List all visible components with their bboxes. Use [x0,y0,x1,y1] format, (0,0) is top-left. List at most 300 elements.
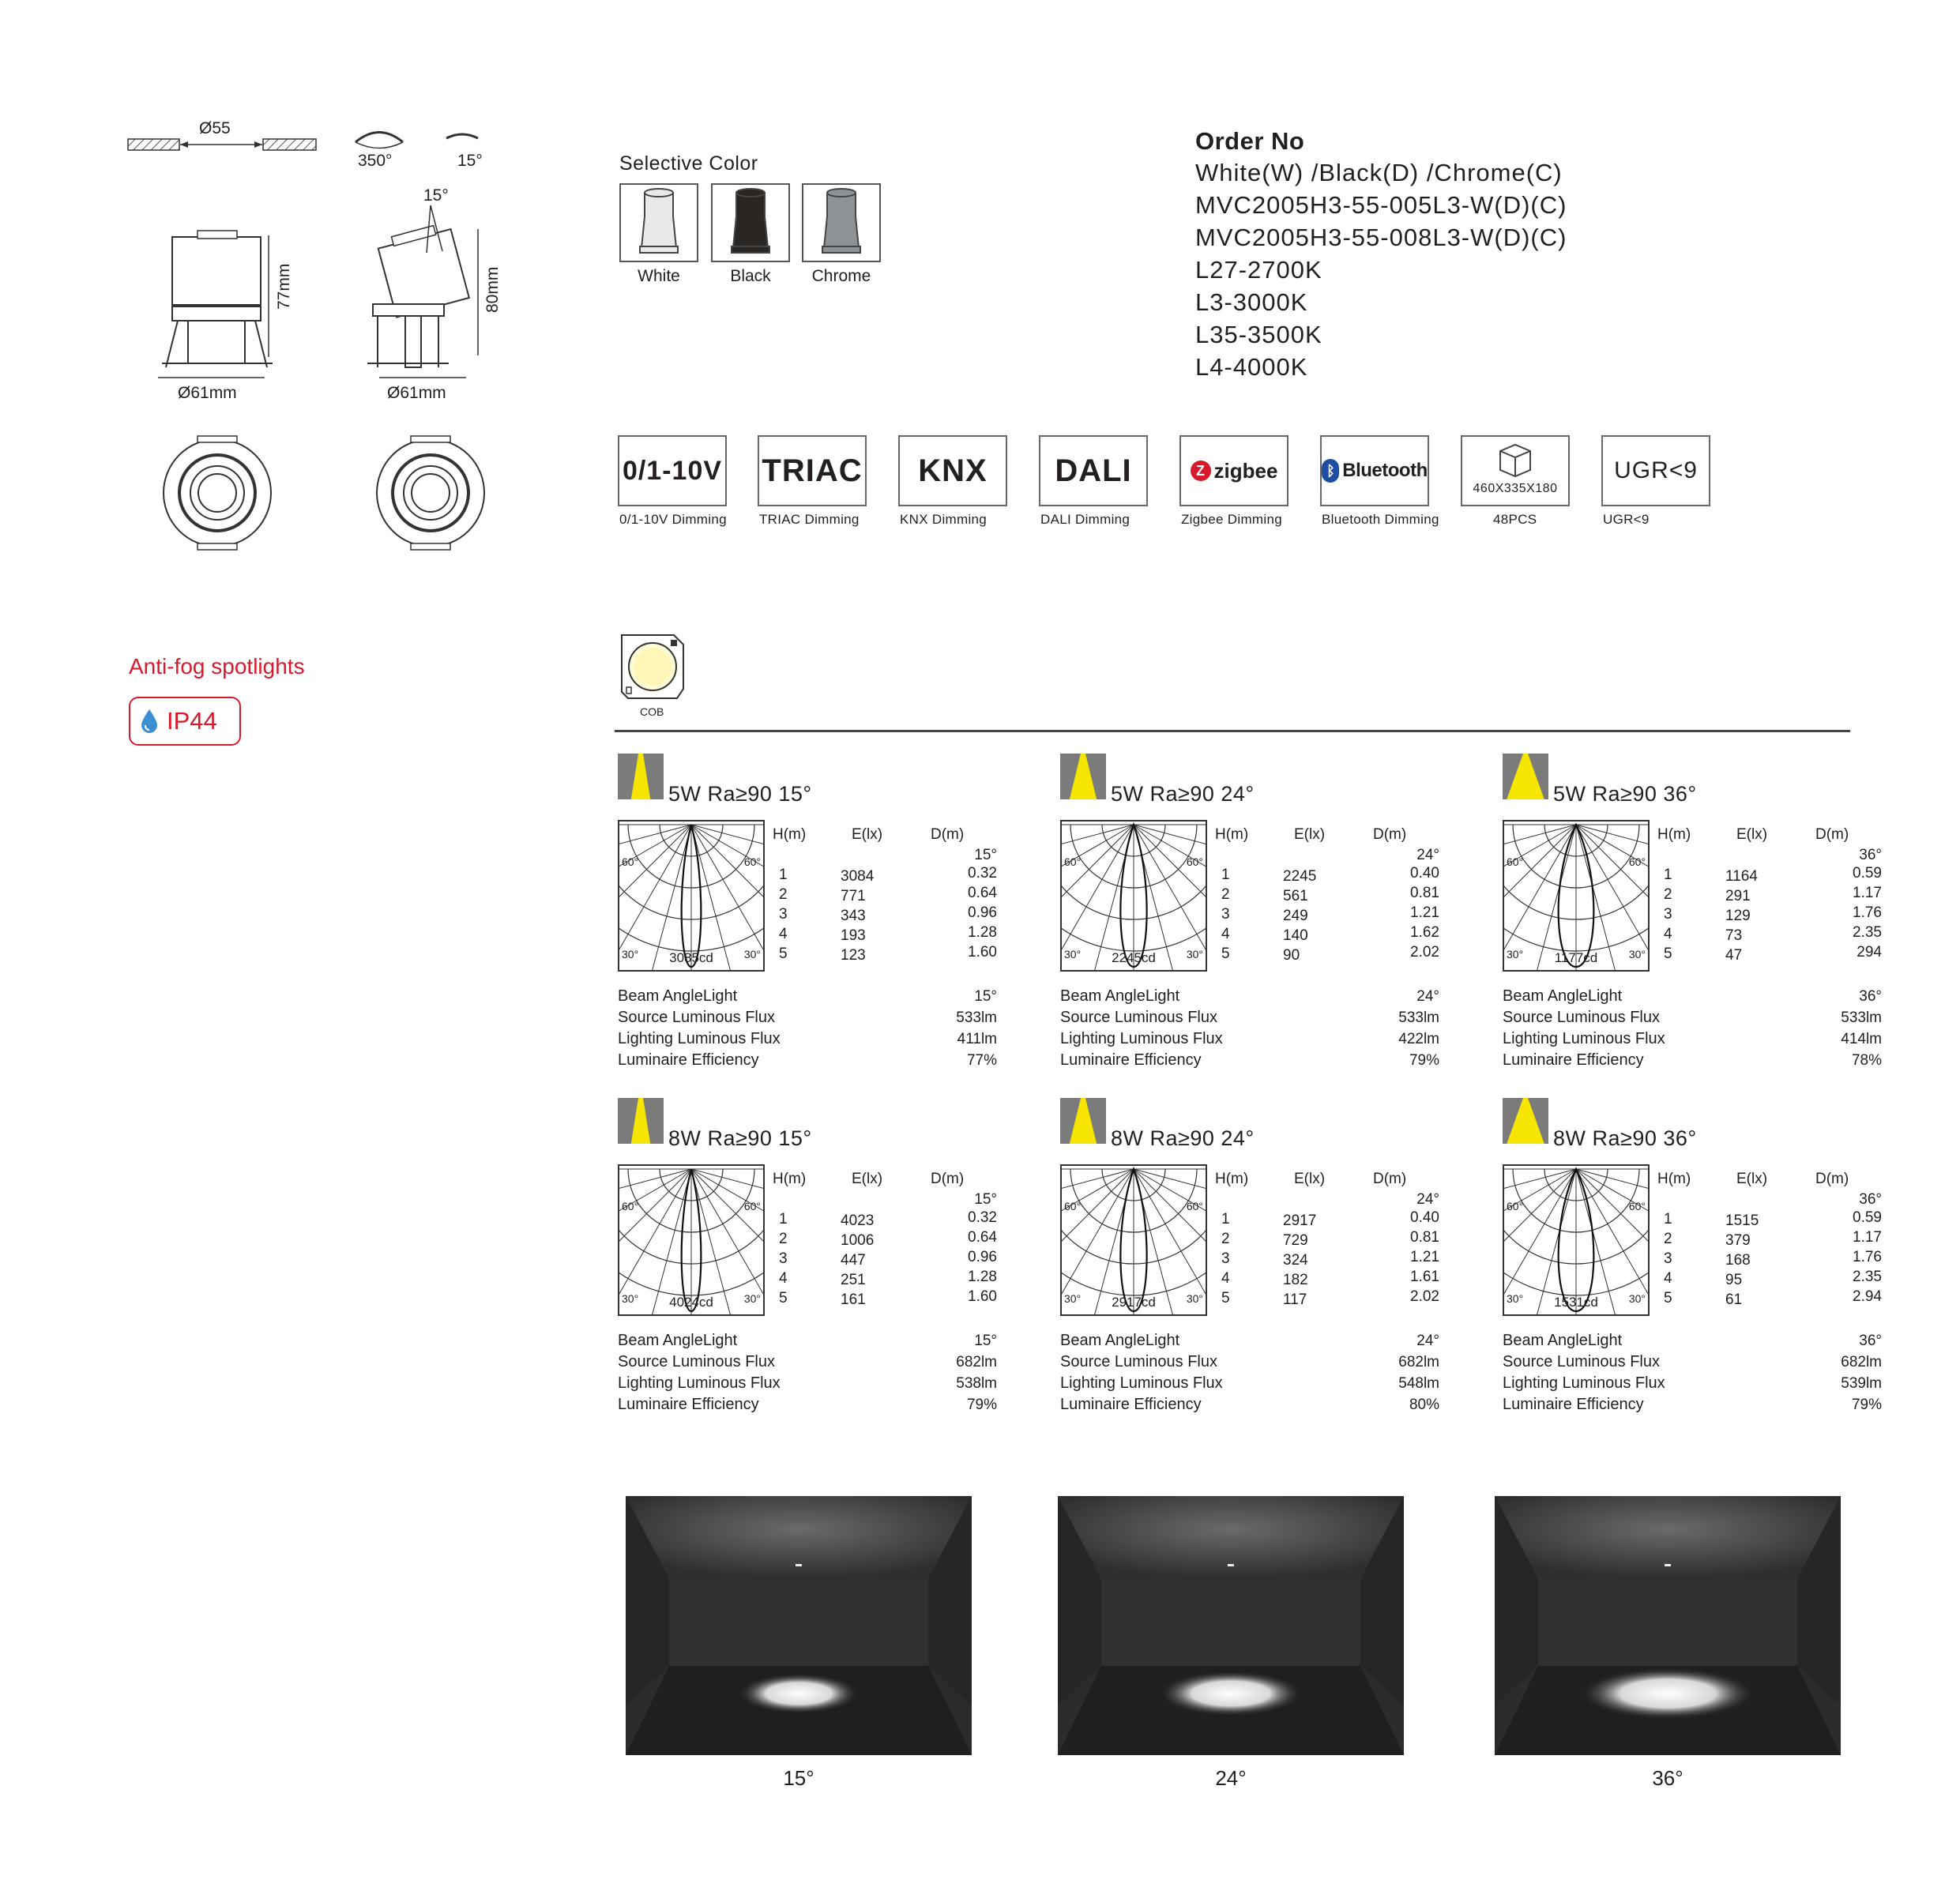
table-cell-height: 1 [1664,1211,1672,1227]
stat-label: Source Luminous Flux [1503,1353,1660,1370]
table-cell-height: 5 [1664,1290,1672,1306]
table-cell-diameter: 0.59 [1853,1209,1882,1226]
stat-label: Luminaire Efficiency [1060,1051,1202,1069]
table-cell-diameter: 0.59 [1853,865,1882,882]
beam-angle-value: 36° [1859,1191,1882,1208]
polar-angle-label: 60° [1628,1200,1646,1212]
table-cell-height: 2 [779,1231,788,1247]
table-cell-diameter: 2.35 [1853,1269,1882,1285]
polar-angle-label: 30° [1186,1292,1203,1305]
table-cell-height: 2 [779,886,788,903]
beam-angle-value: 24° [1416,847,1439,863]
table-cell-illuminance: 161 [841,1291,866,1308]
polar-diagram [618,1164,765,1316]
color-swatch-chrome[interactable] [802,183,881,262]
stat-label: Beam AngleLight [1060,987,1180,1005]
polar-diagram [1503,1164,1650,1316]
table-cell-diameter: 2.35 [1853,924,1882,941]
block-title: 8W Ra≥90 24° [1111,1126,1255,1150]
table-cell-diameter: 2.02 [1410,944,1439,961]
table-header-d: D(m) [1373,826,1407,843]
photometric-block [1503,1098,1945,1414]
stat-label: Beam AngleLight [618,1332,738,1349]
photometric-block [1060,754,1503,1070]
polar-angle-label: 60° [1628,855,1646,868]
color-swatch-white[interactable] [619,183,698,262]
dimming-badge-text: DALI [1055,453,1132,488]
dimming-badge-text: 0/1-10V [622,455,723,486]
beam-render-caption: 15° [783,1766,814,1790]
beam-cone [1507,1098,1544,1144]
room-back-wall [669,1579,928,1666]
table-header-d: D(m) [1815,1171,1849,1187]
table-cell-illuminance: 73 [1725,927,1743,944]
dimming-badge-text: TRIAC [762,453,863,488]
peak-intensity-label: 1177cd [1554,950,1598,965]
order-line: MVC2005H3-55-008L3-W(D)(C) [1195,224,1567,251]
table-cell-diameter: 1.21 [1410,1249,1439,1265]
stat-label: Lighting Luminous Flux [1060,1374,1223,1392]
table-cell-illuminance: 47 [1725,947,1743,964]
stat-value: 79% [966,1397,997,1413]
table-cell-height: 4 [779,1270,788,1287]
height-b-label: 80mm [483,266,502,313]
beam-angle-value: 15° [974,1191,997,1208]
table-cell-height: 4 [779,926,788,942]
table-cell-height: 2 [1664,1231,1672,1247]
table-cell-height: 4 [1221,926,1230,942]
dimming-badge [1039,435,1148,506]
rotation-h-label: 350° [358,152,393,170]
order-line: White(W) /Black(D) /Chrome(C) [1195,159,1563,186]
section-divider [615,730,1850,732]
color-swatch-black[interactable] [711,183,790,262]
table-cell-height: 1 [1221,1211,1230,1227]
photometric-block [1060,1098,1503,1414]
polar-diagram [1503,820,1650,972]
polar-angle-label: 60° [743,1200,761,1212]
zigbee-logo [1191,459,1278,483]
table-cell-illuminance: 324 [1283,1252,1308,1269]
table-cell-height: 2 [1221,886,1230,903]
zigbee-text: zigbee [1213,458,1278,483]
polar-angle-label: 60° [743,855,761,868]
order-lines [1195,156,1567,383]
block-title: 8W Ra≥90 36° [1553,1126,1697,1150]
table-cell-illuminance: 2245 [1283,868,1317,885]
room-ceiling [1058,1496,1404,1579]
dimming-caption: TRIAC Dimming [759,512,860,527]
table-cell-height: 1 [779,1211,788,1227]
beam-cone [1070,754,1097,799]
polar-angle-label: 30° [1064,948,1082,961]
cob-label: COB [640,705,664,718]
stat-label: Source Luminous Flux [618,1353,775,1370]
table-cell-illuminance: 447 [841,1252,866,1269]
peak-intensity-label: 2245cd [1112,950,1156,965]
beam-cone [631,1098,651,1144]
table-cell-diameter: 1.60 [968,1288,997,1305]
table-cell-height: 2 [1221,1231,1230,1247]
ip-rating-text: IP44 [167,707,217,735]
stat-value: 77% [966,1052,997,1069]
table-cell-illuminance: 140 [1283,927,1308,944]
color-swatch-label: Chrome [811,267,871,285]
table-header-d: D(m) [1815,826,1849,843]
polar-angle-label: 30° [1507,948,1524,961]
polar-angle-label: 60° [622,1200,639,1212]
bluetooth-text: Bluetooth [1342,460,1428,481]
table-header-e: E(lx) [1736,1171,1768,1187]
light-spot [1581,1667,1754,1719]
package-size: 460X335X180 [1473,481,1558,495]
beam-cone [1070,1098,1097,1144]
dimming-caption: 48PCS [1493,512,1537,527]
dimming-badge-text: KNX [918,453,988,488]
cob-chip-icon [617,632,688,703]
polar-angle-label: 30° [743,1292,761,1305]
table-cell-illuminance: 1164 [1725,868,1758,885]
table-cell-diameter: 294 [1857,944,1882,961]
table-cell-height: 3 [1664,1250,1672,1267]
table-cell-height: 5 [1221,1290,1230,1306]
room-back-wall [1101,1579,1360,1666]
stat-label: Luminaire Efficiency [1060,1396,1202,1413]
stat-value: 682lm [1841,1354,1882,1370]
tilt-angle-label: 15° [423,186,449,205]
stat-value: 411lm [957,1031,997,1047]
product-outline-drawing [119,111,514,553]
dimming-caption: KNX Dimming [900,512,988,527]
table-header-h: H(m) [1657,826,1691,843]
cutout-dimension: Ø55 [199,119,231,137]
room-ceiling [626,1496,972,1579]
beam-render-image [1495,1496,1841,1755]
stat-value: 24° [1416,988,1439,1005]
block-title: 8W Ra≥90 15° [668,1126,812,1150]
table-header-h: H(m) [1215,1171,1249,1187]
table-header-e: E(lx) [1736,826,1768,843]
table-cell-height: 5 [1664,946,1672,962]
room-back-wall [1538,1579,1797,1666]
beam-cone-icon [618,754,664,799]
stat-value: 533lm [1841,1009,1882,1026]
stat-label: Luminaire Efficiency [618,1396,759,1413]
beam-cone [631,754,651,799]
table-cell-illuminance: 1006 [841,1232,875,1249]
stat-value: 36° [1859,1333,1882,1349]
table-header-h: H(m) [773,826,807,843]
table-cell-illuminance: 379 [1725,1232,1751,1249]
table-cell-diameter: 1.28 [968,924,997,941]
diameter-a-label: Ø61mm [178,384,237,402]
downlight-fixture [796,1564,802,1566]
order-line: L3-3000K [1195,288,1308,316]
table-cell-diameter: 0.96 [968,904,997,921]
stat-label: Source Luminous Flux [1060,1353,1217,1370]
table-cell-illuminance: 4023 [841,1212,875,1229]
order-line: L4-4000K [1195,353,1308,381]
zigbee-icon: Z [1191,461,1211,481]
beam-angle-value: 36° [1859,847,1882,863]
stat-label: Beam AngleLight [1503,987,1623,1005]
stat-label: Source Luminous Flux [618,1009,775,1026]
stat-label: Lighting Luminous Flux [618,1030,781,1047]
dimming-badge [1179,435,1288,506]
table-cell-diameter: 0.81 [1410,885,1439,901]
table-cell-illuminance: 117 [1283,1291,1307,1308]
photometric-block [1503,754,1945,1070]
bluetooth-logo [1322,459,1427,483]
table-cell-height: 3 [1664,906,1672,923]
stat-label: Luminaire Efficiency [1503,1051,1644,1069]
stat-label: Lighting Luminous Flux [618,1374,781,1392]
table-cell-illuminance: 193 [841,927,866,944]
polar-angle-label: 60° [622,855,639,868]
table-cell-diameter: 0.64 [968,1229,997,1246]
polar-angle-label: 30° [1064,1292,1082,1305]
water-drop-icon [140,708,159,735]
table-cell-height: 3 [779,906,788,923]
stat-label: Luminaire Efficiency [1503,1396,1644,1413]
photometric-block [618,754,1060,1070]
height-a-label: 77mm [275,263,293,310]
table-cell-illuminance: 2917 [1283,1212,1317,1229]
table-header-d: D(m) [1373,1171,1407,1187]
stat-value: 79% [1851,1397,1882,1413]
photometric-block [618,1098,1060,1414]
table-cell-illuminance: 3084 [841,868,875,885]
table-cell-diameter: 2.94 [1853,1288,1882,1305]
beam-cone-icon [1503,1098,1548,1144]
table-cell-diameter: 0.81 [1410,1229,1439,1246]
stat-value: 414lm [1841,1031,1882,1047]
table-cell-illuminance: 251 [841,1272,866,1288]
table-cell-height: 1 [779,867,788,883]
stat-label: Beam AngleLight [1503,1332,1623,1349]
table-header-h: H(m) [1215,826,1249,843]
table-header-e: E(lx) [1294,1171,1326,1187]
peak-intensity-label: 2917cd [1112,1295,1156,1310]
stat-value: 24° [1416,1333,1439,1349]
stat-label: Beam AngleLight [618,987,738,1005]
table-cell-illuminance: 168 [1725,1252,1751,1269]
order-line: L27-2700K [1195,256,1322,284]
dimming-caption: UGR<9 [1603,512,1650,527]
dimming-badge [1320,435,1429,506]
table-cell-height: 2 [1664,886,1672,903]
order-line: MVC2005H3-55-005L3-W(D)(C) [1195,191,1567,219]
downlight-fixture [1228,1564,1234,1566]
table-cell-illuminance: 343 [841,908,866,924]
table-cell-illuminance: 182 [1283,1272,1308,1288]
beam-cone-icon [1503,754,1548,799]
table-cell-diameter: 0.32 [968,865,997,882]
polar-angle-label: 30° [1186,948,1203,961]
order-line: L35-3500K [1195,321,1322,348]
dimming-caption: DALI Dimming [1040,512,1130,527]
room-ceiling [1495,1496,1841,1579]
table-cell-diameter: 1.62 [1410,924,1439,941]
table-cell-diameter: 0.40 [1410,1209,1439,1226]
table-header-h: H(m) [1657,1171,1691,1187]
table-cell-illuminance: 129 [1725,908,1751,924]
table-cell-illuminance: 561 [1283,888,1308,904]
polar-angle-label: 30° [743,948,761,961]
block-title: 5W Ra≥90 24° [1111,782,1255,806]
block-title: 5W Ra≥90 36° [1553,782,1697,806]
rotation-v-label: 15° [457,152,483,170]
stat-value: 15° [974,1333,997,1349]
color-swatch-label: Black [730,267,771,285]
dimming-badge [898,435,1007,506]
table-header-d: D(m) [931,1171,965,1187]
table-cell-height: 5 [779,946,788,962]
polar-angle-label: 30° [1628,948,1646,961]
table-cell-diameter: 1.17 [1853,885,1882,901]
downlight-fixture [1665,1564,1671,1566]
polar-angle-label: 30° [1628,1292,1646,1305]
table-cell-diameter: 2.02 [1410,1288,1439,1305]
stat-label: Beam AngleLight [1060,1332,1180,1349]
peak-intensity-label: 3085cd [669,950,713,965]
stat-value: 36° [1859,988,1882,1005]
polar-diagram [1060,820,1207,972]
table-header-e: E(lx) [852,826,883,843]
table-cell-illuminance: 1515 [1725,1212,1759,1229]
polar-angle-label: 30° [1507,1292,1524,1305]
table-cell-illuminance: 123 [841,947,866,964]
table-cell-height: 3 [1221,906,1230,923]
table-cell-illuminance: 249 [1283,908,1308,924]
beam-render-caption: 36° [1652,1766,1683,1790]
stat-value: 682lm [1398,1354,1439,1370]
beam-render-image [1058,1496,1404,1755]
stat-value: 682lm [956,1354,997,1370]
stat-value: 538lm [956,1375,997,1392]
beam-cone [1507,754,1544,799]
peak-intensity-label: 4024cd [669,1295,713,1310]
polar-angle-label: 30° [622,948,639,961]
stat-label: Luminaire Efficiency [618,1051,759,1069]
table-cell-diameter: 0.64 [968,885,997,901]
stat-value: 533lm [1398,1009,1439,1026]
stat-value: 79% [1409,1052,1439,1069]
beam-angle-value: 15° [974,847,997,863]
table-cell-height: 5 [779,1290,788,1306]
stat-label: Source Luminous Flux [1060,1009,1217,1026]
beam-cone-icon [618,1098,664,1144]
table-cell-diameter: 1.60 [968,944,997,961]
selective-color-title: Selective Color [619,152,758,175]
dimming-caption: 0/1-10V Dimming [619,512,727,527]
polar-diagram [618,820,765,972]
stat-value: 78% [1851,1052,1882,1069]
table-cell-illuminance: 729 [1283,1232,1308,1249]
anti-fog-title: Anti-fog spotlights [129,654,305,679]
table-cell-illuminance: 771 [841,888,866,904]
dimming-badge [758,435,867,506]
table-cell-illuminance: 95 [1725,1272,1743,1288]
dimming-caption: Zigbee Dimming [1181,512,1282,527]
dimming-badge-text: UGR<9 [1614,457,1698,483]
ip-rating-badge [129,697,241,746]
dimming-badge [1461,435,1570,506]
table-cell-illuminance: 291 [1725,888,1751,904]
table-cell-diameter: 0.32 [968,1209,997,1226]
beam-render-image [626,1496,972,1755]
polar-angle-label: 60° [1507,1200,1524,1212]
table-cell-diameter: 1.17 [1853,1229,1882,1246]
table-cell-height: 4 [1221,1270,1230,1287]
table-cell-height: 5 [1221,946,1230,962]
table-cell-height: 1 [1221,867,1230,883]
dimming-badge [1601,435,1710,506]
beam-render-caption: 24° [1215,1766,1247,1790]
polar-angle-label: 60° [1186,855,1203,868]
dimming-badge [618,435,727,506]
beam-cone-icon [1060,754,1106,799]
table-cell-diameter: 1.21 [1410,904,1439,921]
beam-cone-icon [1060,1098,1106,1144]
table-cell-diameter: 1.76 [1853,904,1882,921]
peak-intensity-label: 1531cd [1554,1295,1598,1310]
table-cell-diameter: 1.28 [968,1269,997,1285]
bluetooth-icon: ᛒ [1322,459,1339,483]
stat-value: 15° [974,988,997,1005]
order-title: Order No [1195,127,1305,155]
table-header-e: E(lx) [1294,826,1326,843]
table-cell-diameter: 0.40 [1410,865,1439,882]
table-cell-height: 1 [1664,867,1672,883]
table-cell-height: 4 [1664,1270,1672,1287]
polar-angle-label: 60° [1064,855,1082,868]
stat-value: 533lm [956,1009,997,1026]
table-cell-height: 4 [1664,926,1672,942]
package-box-icon [1495,442,1535,482]
polar-angle-label: 60° [1507,855,1524,868]
table-cell-height: 3 [1221,1250,1230,1267]
polar-angle-label: 60° [1186,1200,1203,1212]
table-cell-illuminance: 90 [1283,947,1300,964]
table-cell-diameter: 0.96 [968,1249,997,1265]
stat-label: Lighting Luminous Flux [1503,1030,1665,1047]
table-cell-diameter: 1.61 [1410,1269,1439,1285]
table-header-h: H(m) [773,1171,807,1187]
polar-angle-label: 30° [622,1292,639,1305]
stat-label: Lighting Luminous Flux [1503,1374,1665,1392]
stat-value: 80% [1409,1397,1439,1413]
polar-angle-label: 60° [1064,1200,1082,1212]
beam-angle-value: 24° [1416,1191,1439,1208]
block-title: 5W Ra≥90 15° [668,782,812,806]
table-header-d: D(m) [931,826,965,843]
stat-label: Lighting Luminous Flux [1060,1030,1223,1047]
stat-value: 422lm [1398,1031,1439,1047]
table-cell-diameter: 1.76 [1853,1249,1882,1265]
polar-diagram [1060,1164,1207,1316]
stat-value: 548lm [1398,1375,1439,1392]
stat-value: 539lm [1841,1375,1882,1392]
light-spot [1160,1671,1303,1716]
table-header-e: E(lx) [852,1171,883,1187]
table-cell-height: 3 [779,1250,788,1267]
diameter-b-label: Ø61mm [387,384,446,402]
color-swatch-label: White [638,267,680,285]
stat-label: Source Luminous Flux [1503,1009,1660,1026]
table-cell-illuminance: 61 [1725,1291,1743,1308]
light-spot [739,1674,859,1714]
